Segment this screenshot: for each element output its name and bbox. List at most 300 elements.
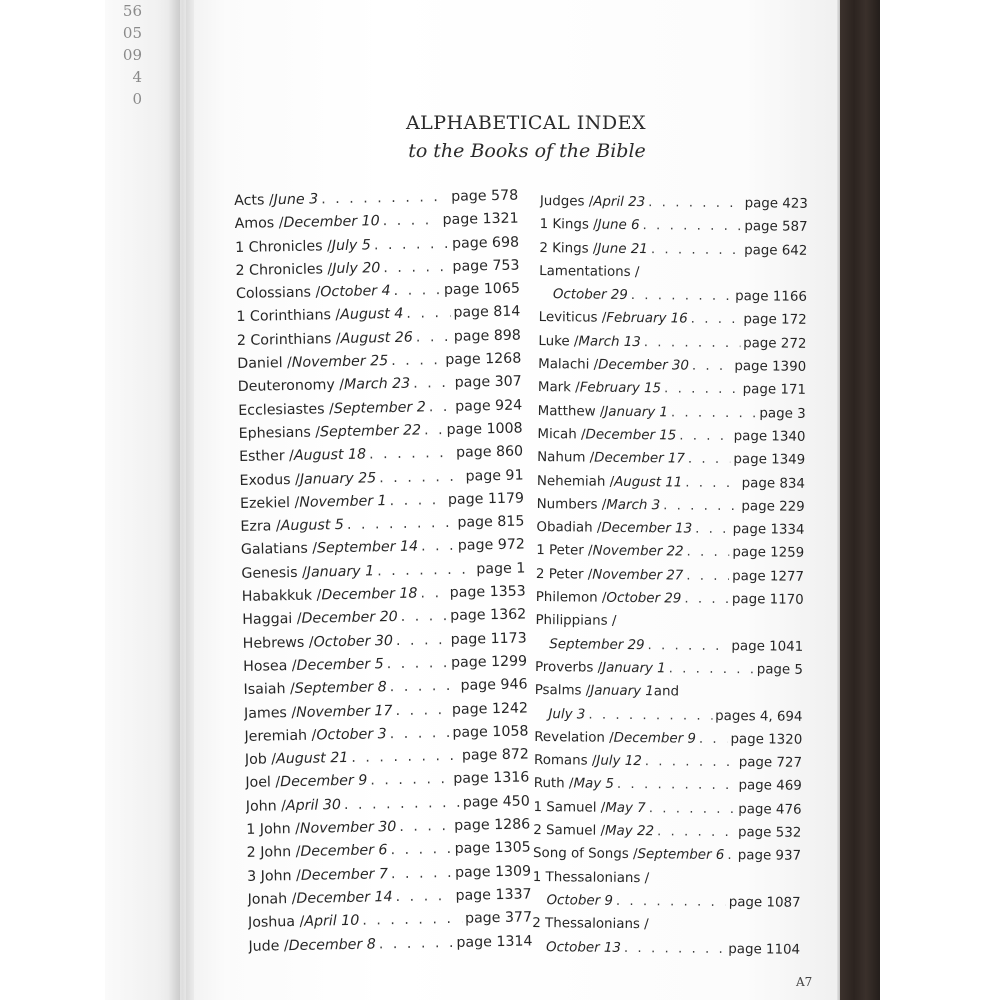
- reading-date: April 30: [285, 796, 342, 814]
- book-name: 2 Peter /: [535, 566, 593, 583]
- dot-leader: [383, 256, 450, 281]
- page-reference: page 1268: [445, 350, 522, 369]
- dot-leader: [379, 465, 463, 490]
- dot-leader: [631, 284, 733, 308]
- dot-leader: [685, 471, 739, 495]
- index-entry-line: [535, 656, 803, 682]
- index-entry: [539, 306, 807, 332]
- book-name: 2 Thessalonians /: [532, 916, 649, 933]
- dot-leader: [321, 186, 448, 212]
- dot-leader: [647, 634, 728, 658]
- page-reference: page 1286: [454, 816, 531, 834]
- book-name: Ephesians /: [238, 424, 321, 442]
- index-entry: [534, 772, 802, 798]
- reading-date: December 8: [288, 935, 376, 954]
- reading-date: December 17: [594, 450, 686, 467]
- previous-page-number: 56: [122, 2, 142, 20]
- dot-leader: [688, 448, 731, 472]
- dot-leader: [671, 401, 757, 425]
- previous-page-number: 4: [132, 68, 142, 86]
- dot-leader: [374, 232, 450, 257]
- book-name: 2 Corinthians /: [236, 330, 341, 349]
- index-entry-line: [536, 586, 804, 612]
- page-reference: page 1008: [446, 420, 523, 438]
- reading-date: March 3: [606, 497, 661, 514]
- page-reference: page 1242: [451, 699, 529, 718]
- dot-leader: [695, 518, 730, 542]
- dot-leader: [413, 372, 452, 396]
- reading-date: December 14: [296, 888, 393, 907]
- book-name: Judges /: [539, 193, 594, 210]
- reading-date: November 22: [592, 544, 684, 560]
- index-entry: [537, 423, 805, 449]
- page-reference: page 307: [454, 373, 522, 392]
- dot-leader: [588, 703, 712, 728]
- index-entry-continuation: [534, 703, 802, 729]
- reading-date: January 1: [604, 404, 669, 421]
- reading-date: November 30: [299, 819, 397, 837]
- book-name: 1 Thessalonians /: [532, 869, 650, 886]
- book-name: Hosea /: [243, 657, 297, 675]
- page-reference: page 1321: [442, 210, 519, 229]
- reading-date: April 10: [304, 912, 360, 930]
- dot-leader: [686, 564, 729, 588]
- reading-date: November 1: [299, 492, 387, 511]
- reading-date: February 15: [579, 380, 662, 397]
- book-name: 2 John /: [246, 844, 301, 862]
- reading-date: January 1: [306, 563, 375, 581]
- reading-date: May 7: [605, 800, 646, 816]
- dot-leader: [389, 722, 449, 746]
- index-entry: [535, 609, 803, 658]
- index-entry-line: [536, 539, 804, 565]
- page-reference: page 1340: [733, 429, 806, 445]
- book-name: Philippians /: [535, 613, 617, 630]
- index-entry-line: [533, 842, 801, 868]
- index-entry: [534, 679, 802, 728]
- page-reference: page 1104: [728, 941, 801, 958]
- page-reference: page 578: [450, 187, 519, 205]
- reading-date: July 12: [596, 753, 642, 770]
- reading-date: September 2: [333, 399, 426, 417]
- book-name: Job /: [244, 751, 277, 769]
- reading-date: April 23: [593, 194, 646, 211]
- dot-leader: [616, 890, 726, 914]
- book-name: Nahum /: [537, 450, 595, 466]
- dot-leader: [390, 838, 452, 862]
- reading-date: September 29: [549, 636, 645, 653]
- reading-date: February 16: [606, 311, 688, 328]
- index-entry-line: [538, 400, 806, 426]
- book-name: Deuteronomy /: [237, 377, 345, 396]
- page-reference: page 229: [741, 498, 805, 515]
- index-entry-line: [532, 912, 800, 938]
- page-reference: page 450: [462, 793, 530, 811]
- previous-page-number: 09: [122, 46, 142, 64]
- book-name: Exodus /: [239, 471, 301, 489]
- book-name: Jeremiah /: [244, 727, 317, 745]
- page-reference: page 1305: [454, 839, 531, 858]
- dot-leader: [657, 820, 735, 844]
- index-entry: [534, 726, 802, 752]
- book-name: Colossians /: [235, 284, 321, 303]
- book-name: 2 Kings /: [539, 240, 598, 257]
- dot-leader: [382, 209, 439, 233]
- index-entry-line: [539, 306, 807, 332]
- index-entry-line: [538, 376, 806, 402]
- book-name: 3 John /: [247, 867, 302, 885]
- reading-date: August 11: [614, 474, 683, 491]
- dot-leader: [421, 535, 455, 559]
- page-reference: page 1349: [733, 452, 806, 469]
- page-reference: page 1: [476, 560, 526, 578]
- reading-date: November 25: [291, 353, 389, 371]
- index-entry: [533, 796, 801, 822]
- index-entry: [540, 213, 808, 239]
- page-reference: page 91: [465, 467, 524, 485]
- book-name: Galatians /: [240, 540, 318, 559]
- dot-leader: [351, 745, 459, 770]
- index-entry: [537, 470, 805, 496]
- book-name: Genesis /: [241, 564, 307, 582]
- index-entry-line: [540, 213, 808, 239]
- reading-date: August 5: [280, 517, 345, 535]
- page-reference: page 1259: [732, 545, 805, 562]
- book-name: James /: [243, 704, 297, 722]
- page-reference: page 727: [738, 755, 803, 771]
- book-name: John /: [245, 797, 287, 815]
- reading-date: December 15: [585, 427, 677, 444]
- book-name: Ruth /: [533, 776, 574, 792]
- dot-leader: [386, 652, 448, 676]
- index-entry: [536, 539, 804, 565]
- page-reference: page 642: [744, 242, 808, 259]
- reading-date: November 27: [592, 567, 684, 584]
- book-name: 1 Peter /: [536, 543, 593, 560]
- page-reference: page 1065: [443, 280, 521, 299]
- book-name: Luke /: [538, 333, 579, 350]
- reading-date: January 25: [299, 469, 377, 488]
- dot-leader: [396, 629, 448, 653]
- book-name: Philemon /: [535, 590, 607, 606]
- page-reference: page 1316: [453, 769, 530, 788]
- dot-leader: [624, 936, 726, 960]
- book-name: Malachi /: [538, 357, 599, 373]
- dot-leader: [395, 699, 449, 723]
- previous-page-numbers: [118, 0, 142, 110]
- dot-leader: [416, 326, 451, 350]
- dot-leader: [362, 908, 462, 933]
- dot-leader: [393, 279, 441, 303]
- book-name: Acts /: [234, 192, 274, 209]
- reading-date: December 20: [301, 609, 398, 628]
- index-entry: [537, 493, 805, 519]
- reading-date: June 3: [273, 191, 319, 209]
- entry-connector: and: [653, 684, 680, 700]
- reading-date: January 1: [590, 683, 654, 700]
- reading-date: September 22: [319, 422, 422, 441]
- reading-date: December 9: [613, 730, 697, 747]
- index-column-right: [532, 190, 808, 962]
- page-reference: page 753: [452, 257, 520, 275]
- page-reference: page 698: [451, 234, 520, 252]
- dot-leader: [684, 588, 729, 612]
- dot-leader: [648, 191, 742, 215]
- book-name: Daniel /: [237, 355, 293, 373]
- dot-leader: [420, 582, 447, 606]
- dot-leader: [663, 494, 739, 518]
- page-reference: page 476: [738, 801, 802, 818]
- reading-date: July 20: [332, 260, 381, 278]
- page-reference: page 172: [743, 312, 807, 329]
- dot-leader: [686, 541, 729, 565]
- reading-date: August 4: [340, 306, 404, 324]
- book-name: Ecclesiastes /: [238, 400, 335, 419]
- page-reference: page 1390: [734, 359, 807, 375]
- page-reference: page 860: [455, 443, 524, 462]
- page-reference: page 171: [742, 382, 806, 399]
- previous-page-number: 0: [132, 90, 142, 108]
- index-entry: [538, 376, 806, 402]
- reading-date: December 6: [300, 842, 388, 861]
- index-entry-line: [538, 353, 806, 379]
- page-reference: page 1173: [450, 630, 527, 648]
- page-title: ALPHABETICAL INDEX: [405, 112, 647, 134]
- reading-date: March 23: [343, 376, 411, 394]
- page-reference: page 972: [457, 536, 526, 555]
- index-column-left: [234, 185, 533, 959]
- index-entry: [532, 866, 800, 915]
- page-reference: page 5: [756, 662, 804, 678]
- reading-date: August 26: [340, 329, 414, 347]
- book-name: Jonah /: [247, 890, 297, 908]
- index-entry: [533, 819, 801, 845]
- page-reference: page 469: [738, 778, 802, 795]
- reading-date: November 17: [295, 702, 393, 721]
- index-entry: [536, 516, 804, 542]
- reading-date: December 30: [598, 357, 690, 374]
- page-reference: page 1334: [732, 522, 805, 538]
- reading-date: October 13: [545, 939, 622, 956]
- book-name: Song of Songs /: [532, 846, 638, 863]
- page-reference: page 898: [453, 327, 521, 345]
- book-name: 1 Kings /: [539, 217, 598, 233]
- dot-leader: [347, 512, 455, 537]
- book-name: Psalms /: [534, 683, 591, 699]
- book-name: 1 Corinthians /: [236, 307, 341, 326]
- index-entry: [534, 749, 802, 775]
- index-entry-line: [533, 796, 801, 822]
- reading-date: September 8: [294, 679, 387, 698]
- reading-date: May 22: [604, 823, 655, 840]
- reading-date: October 29: [552, 287, 628, 304]
- reading-date: June 21: [597, 241, 648, 257]
- dot-leader: [390, 675, 458, 700]
- book-name: Romans /: [533, 753, 597, 769]
- page-reference: page 423: [744, 196, 808, 212]
- index-entry: [532, 912, 800, 961]
- reading-date: September 14: [316, 538, 419, 557]
- reading-date: December 5: [296, 656, 384, 674]
- page-gutter-shadow: [168, 0, 194, 1000]
- page-reference: page 1166: [735, 289, 807, 305]
- reading-date: December 7: [300, 865, 389, 884]
- reading-date: September 6: [637, 847, 725, 864]
- page-subtitle: to the Books of the Bible: [408, 140, 646, 162]
- book-name: Matthew /: [537, 403, 605, 420]
- dot-leader: [429, 396, 453, 420]
- page-reference: page 532: [737, 825, 802, 841]
- book-name: Ezra /: [240, 518, 281, 536]
- book-name: Mark /: [537, 380, 580, 396]
- index-entry: [538, 353, 806, 379]
- page-reference: page 1299: [450, 653, 528, 671]
- index-entry: [539, 260, 807, 309]
- page-reference: page 1320: [730, 731, 803, 748]
- reading-date: December 18: [321, 585, 418, 604]
- book-name: Nehemiah /: [536, 473, 615, 490]
- page-reference: page 1309: [454, 863, 532, 881]
- index-entry: [533, 842, 801, 868]
- book-name: Jude /: [248, 937, 289, 955]
- index-entry-line: [537, 446, 805, 472]
- reading-date: March 13: [578, 334, 641, 350]
- dot-leader: [692, 355, 732, 379]
- page-reference: page 1362: [450, 606, 527, 625]
- reading-date: December 13: [601, 520, 693, 537]
- page-reference: page 937: [737, 848, 802, 865]
- page-reference: page 377: [464, 909, 533, 927]
- dot-leader: [424, 419, 444, 443]
- book-name: Revelation /: [534, 729, 614, 746]
- reading-date: June 6: [597, 217, 640, 234]
- dot-leader: [379, 931, 454, 956]
- dot-leader: [391, 349, 442, 373]
- dot-leader: [400, 605, 447, 629]
- dot-leader: [727, 844, 735, 867]
- reading-date: December 10: [283, 213, 380, 232]
- index-entry-line: [539, 260, 807, 286]
- page-reference: page 872: [461, 746, 530, 764]
- page-reference: page 1041: [731, 638, 804, 655]
- index-entry-continuation: [532, 889, 800, 915]
- dot-leader: [344, 791, 460, 817]
- book-name: Lamentations /: [539, 263, 640, 280]
- index-entry: [538, 400, 806, 426]
- reading-date: October 9: [546, 893, 614, 909]
- page-reference: page 1087: [728, 894, 801, 911]
- page-reference: page 1179: [447, 490, 525, 508]
- index-entry-line: [536, 563, 804, 589]
- index-entry: [540, 190, 808, 216]
- page-reference: page 587: [744, 219, 808, 236]
- page-reference: page 1337: [455, 886, 532, 904]
- book-name: 1 Chronicles /: [234, 237, 332, 256]
- dot-leader: [369, 442, 453, 467]
- book-name: Isaiah /: [243, 681, 295, 699]
- page-folio: A7: [796, 975, 813, 989]
- reading-date: July 5: [331, 236, 372, 254]
- page-reference: page 1314: [456, 932, 533, 951]
- index-entry-line: [540, 190, 808, 216]
- previous-page-number: 05: [122, 24, 142, 42]
- reading-date: August 18: [293, 446, 367, 465]
- index-entry: [537, 446, 805, 472]
- book-name: Esther /: [238, 448, 295, 466]
- index-entry-line: [537, 493, 805, 519]
- reading-date: October 30: [313, 632, 394, 651]
- book-name: Joshua /: [247, 913, 305, 932]
- page-reference: page 946: [460, 676, 528, 694]
- dot-leader: [651, 238, 741, 262]
- dot-leader: [664, 378, 740, 402]
- dot-leader: [395, 885, 452, 909]
- reading-date: August 21: [275, 750, 349, 768]
- index-entry-line: [535, 609, 803, 635]
- dot-leader: [691, 308, 741, 332]
- reading-date: October 4: [320, 283, 391, 301]
- book-name: Joel /: [245, 774, 281, 792]
- reading-date: October 3: [316, 725, 387, 744]
- page-reference: page 1058: [452, 723, 529, 741]
- index-entry: [538, 330, 806, 356]
- dot-leader: [406, 302, 450, 326]
- page-reference: page 1170: [731, 592, 804, 608]
- dot-leader: [391, 862, 453, 886]
- book-name: Numbers /: [536, 496, 607, 513]
- reading-date: May 5: [573, 776, 615, 793]
- dark-background: [840, 0, 880, 1000]
- book-name: Obadiah /: [536, 520, 602, 536]
- index-entry: [539, 237, 807, 263]
- book-name: 2 Samuel /: [533, 822, 606, 839]
- index-entry-line: [539, 237, 807, 263]
- dot-leader: [699, 728, 728, 752]
- page-reference: page 1353: [449, 583, 526, 601]
- reading-date: July 3: [548, 706, 586, 723]
- index-entry-line: [533, 866, 801, 892]
- book-name: 1 John /: [246, 820, 301, 838]
- index-entry-line: [534, 726, 802, 752]
- book-name: Ezekiel /: [239, 494, 300, 512]
- index-entry-line: [537, 423, 805, 449]
- index-entry-line: [534, 772, 802, 798]
- index-entry-line: [534, 749, 802, 775]
- index-entry-line: [535, 679, 803, 705]
- dot-leader: [645, 750, 736, 774]
- index-entry-line: [537, 470, 805, 496]
- dot-leader: [617, 773, 736, 798]
- page-reference: page 1277: [732, 568, 805, 585]
- index-entry-continuation: [535, 633, 803, 659]
- page-reference: page 834: [741, 475, 806, 492]
- dot-leader: [669, 657, 754, 681]
- dot-leader: [642, 214, 741, 238]
- index-entry-line: [536, 516, 804, 542]
- dot-leader: [399, 815, 451, 839]
- page-reference: pages 4, 694: [715, 708, 803, 725]
- dot-leader: [644, 331, 741, 355]
- index-entry-continuation: [539, 283, 807, 309]
- dot-leader: [377, 558, 474, 583]
- book-name: 1 Samuel /: [533, 799, 606, 816]
- dot-leader: [370, 768, 450, 793]
- reading-date: January 1: [602, 660, 666, 677]
- book-name: Haggai /: [242, 611, 302, 629]
- book-name: Proverbs /: [534, 659, 603, 676]
- book-name: Habakkuk /: [241, 587, 322, 605]
- index-entry: [536, 586, 804, 612]
